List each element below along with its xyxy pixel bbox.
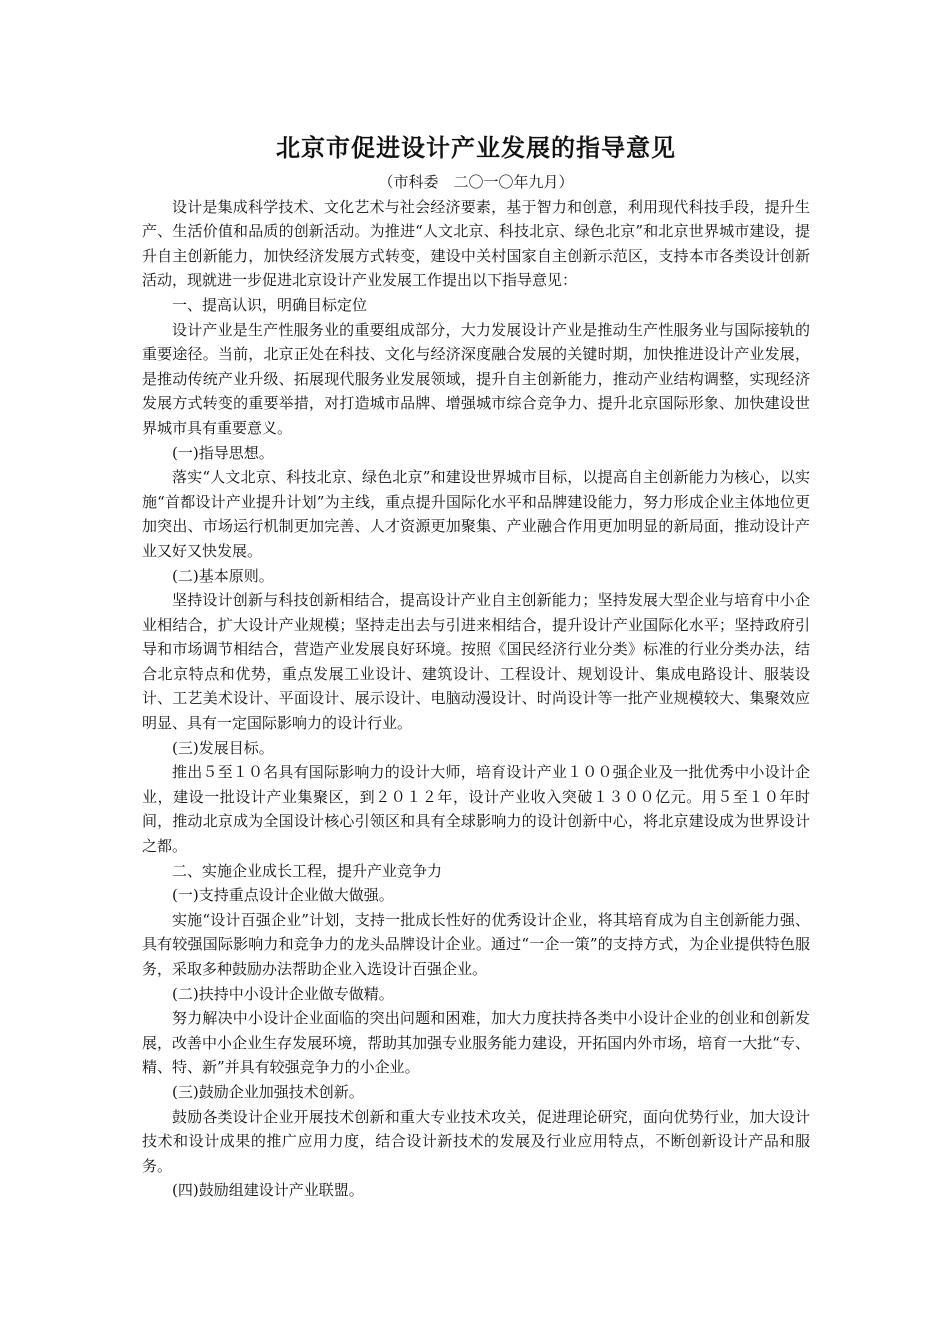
subsection-heading: (四)鼓励组建设计产业联盟。 <box>172 1181 364 1200</box>
paragraph: 坚持设计创新与科技创新相结合，提高设计产业自主创新能力；坚持发展大型企业与培育中小企业相结合，扩大设计产业规模；坚持走出去与引进来相结合，提升设计产业国际化水平；坚持政府引导和市场调节相结合，营造产业发展良好环境。按照《国民经济行业分类》标准的行业分类办法，结合北京特点和优势，重点发展工业设计、建筑设计、工程设计、规划设计、集成电路设计、服装设计、工艺美术设计、平面设计、展示设计、电脑动漫设计、时尚设计等一批产业规模较大、集聚效应明显、具有一定国际影响力的设计行业。 <box>142 591 810 733</box>
subsection-heading: (三)发展目标。 <box>172 738 274 757</box>
document-body <box>142 195 810 1203</box>
subsection-heading: (三)鼓励企业加强技术创新。 <box>172 1082 364 1101</box>
subsection-heading: (二)扶持中小设计企业做专做精。 <box>172 984 394 1003</box>
section-heading-1: 一、提高认识，明确目标定位 <box>172 295 368 314</box>
paragraph: 鼓励各类设计企业开展技术创新和重大专业技术攻关，促进理论研究，面向优势行业，加大设计技术和设计成果的推广应用力度，结合设计新技术的发展及行业应用特点，不断创新设计产品和服务。 <box>142 1107 810 1175</box>
paragraph: 推出５至１０名具有国际影响力的设计大师，培育设计产业１００强企业及一批优秀中小设计企业，建设一批设计产业集聚区，到２０１２年，设计产业收入突破１３００亿元。用５至１０年时间，推动北京成为全国设计核心引领区和具有全球影响力的设计创新中心，将北京建设成为世界设计之都。 <box>142 763 810 856</box>
paragraph: 落实“人文北京、科技北京、绿色北京”和建设世界城市目标，以提高自主创新能力为核心，以实施“首都设计产业提升计划”为主线，重点提升国际化水平和品牌建设能力，努力形成企业主体地位更加突出、市场运行机制更加完善、人才资源更加聚集、产业融合作用更加明显的新局面，推动设计产业又好又快发展。 <box>142 468 810 560</box>
paragraph: 实施“设计百强企业”计划，支持一批成长性好的优秀设计企业，将其培育成为自主创新能力强、具有较强国际影响力和竞争力的龙头品牌设计企业。通过“一企一策”的支持方式，为企业提供特色服务，采取多种鼓励办法帮助企业入选设计百强企业。 <box>142 910 810 978</box>
paragraph: 设计产业是生产性服务业的重要组成部分，大力发展设计产业是推动生产性服务业与国际接轨的重要途径。当前，北京正处在科技、文化与经济深度融合发展的关键时期，加快推进设计产业发展，是推动传统产业升级、拓展现代服务业发展领域，提升自主创新能力，推动产业结构调整，实现经济发展方式转变的重要举措，对打造城市品牌、增强城市综合竞争力、提升北京国际形象、加快建设世界城市具有重要意义。 <box>142 320 810 437</box>
subsection-heading: (二)基本原则。 <box>172 566 274 585</box>
paragraph: 努力解决中小设计企业面临的突出问题和困难，加大力度扶持各类中小设计企业的创业和创新发展，改善中小企业生存发展环境，帮助其加强专业服务能力建设，开拓国内外市场，培育一大批“专、精、特、新”并具有较强竞争力的小企业。 <box>142 1009 810 1077</box>
document-title: 北京市促进设计产业发展的指导意见 <box>276 134 676 162</box>
document-subtitle: （市科委 二〇一〇年九月） <box>378 173 574 191</box>
document-page <box>142 128 810 1203</box>
paragraph-intro: 设计是集成科学技术、文化艺术与社会经济要素，基于智力和创意，利用现代科技手段，提升生产、生活价值和品质的创新活动。为推进“人文北京、科技北京、绿色北京”和北京世界城市建设，提升自主创新能力，加快经济发展方式转变，建设中关村国家自主创新示范区，支持本市各类设计创新活动，现就进一步促进北京设计产业发展工作提出以下指导意见： <box>142 197 810 290</box>
section-heading-2: 二、实施企业成长工程，提升产业竞争力 <box>172 861 443 880</box>
subsection-heading: (一)指导思想。 <box>172 443 274 462</box>
subsection-heading: (一)支持重点设计企业做大做强。 <box>172 886 394 905</box>
